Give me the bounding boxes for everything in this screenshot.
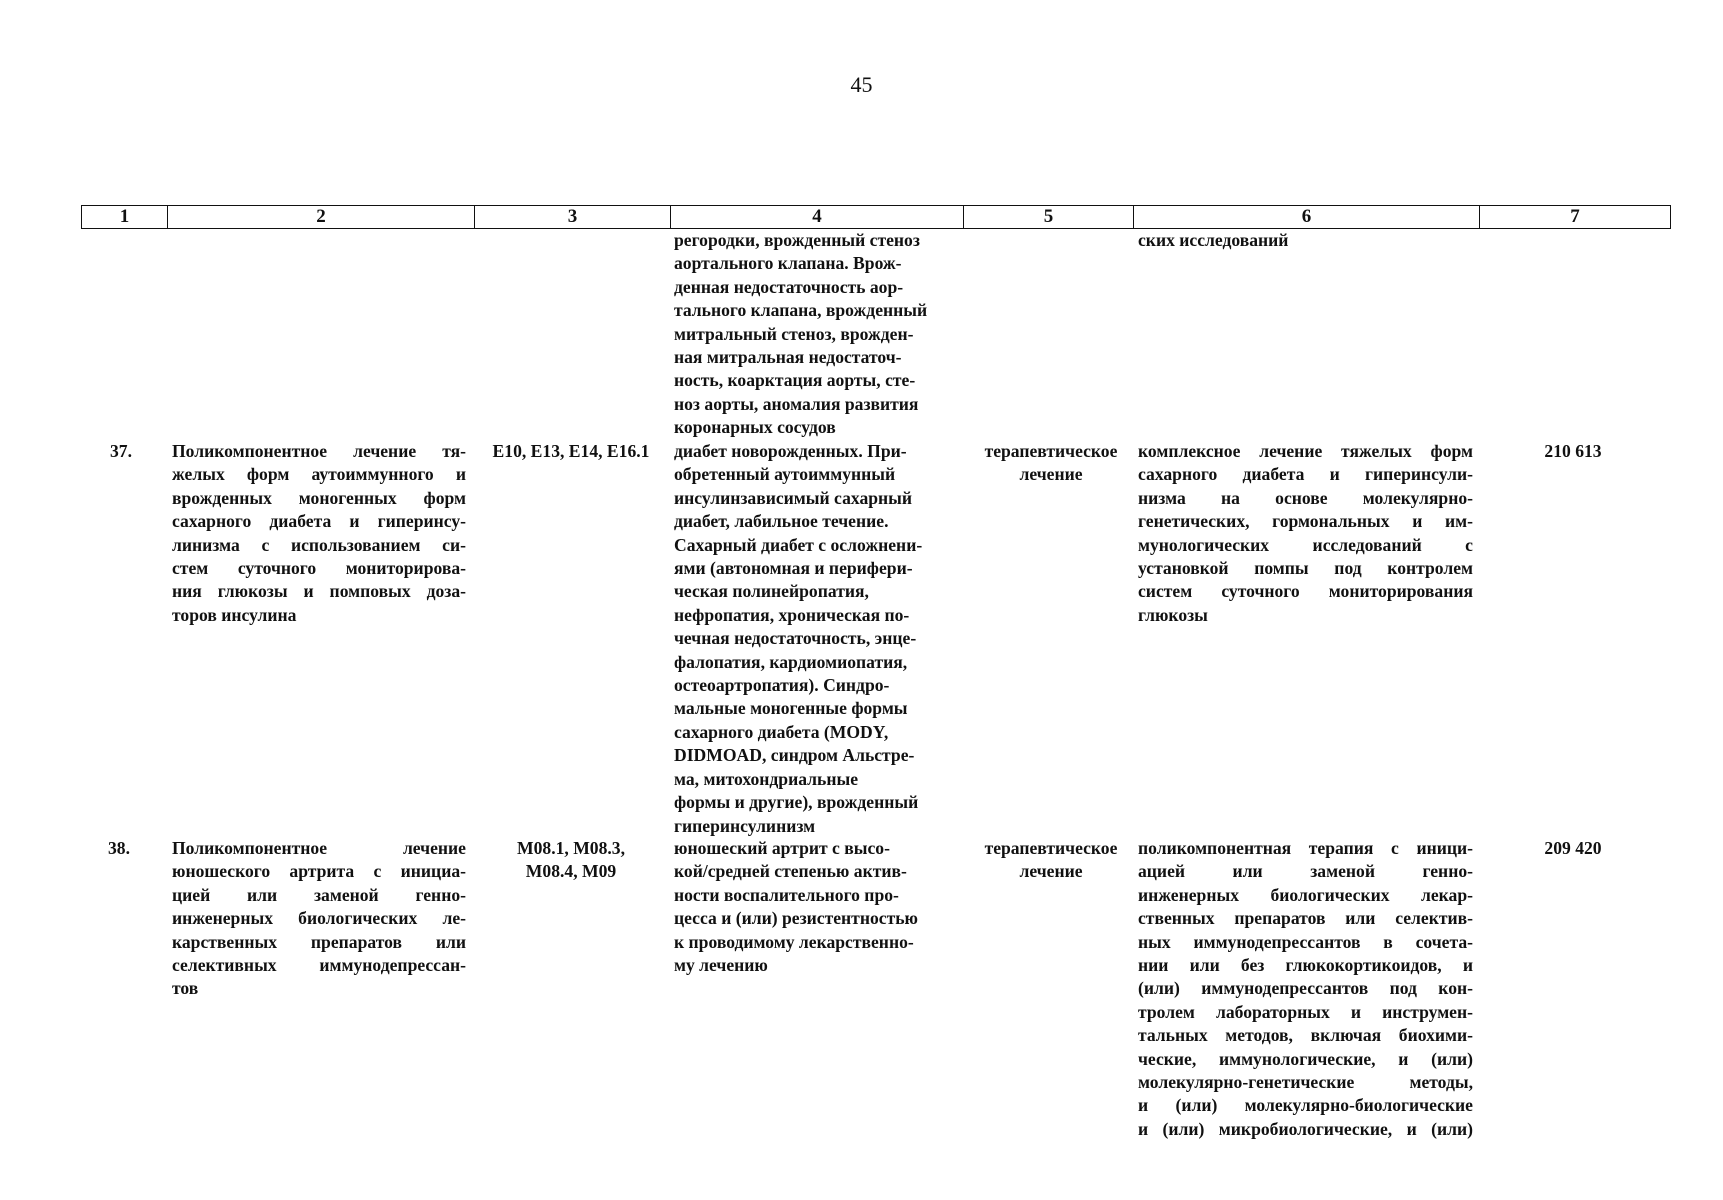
text-line: карственных препаратов или: [172, 931, 466, 952]
header-cell: 6: [1134, 206, 1480, 228]
text-line: Сахарный диабет с осложнени-: [674, 534, 923, 555]
text-line: регородки, врожденный стеноз: [674, 230, 920, 250]
text-line: фалопатия, кардиомиопатия,: [674, 651, 908, 672]
treatment-method: [1138, 837, 1473, 1141]
text-line: (или) иммунодепрессантов под кон-: [1138, 978, 1473, 999]
text-line: денная недостаточность аор-: [674, 276, 904, 297]
text-line: мальные моногенные формы: [674, 698, 908, 719]
text-line: ная митральная недостаточ-: [674, 347, 902, 368]
text-line: низма на основе молекулярно-: [1138, 487, 1473, 508]
text-line: ность, коарктация аорты, сте-: [674, 370, 916, 391]
text-line: DIDMOAD, синдром Альстре-: [674, 745, 915, 766]
text-line: E10, E13, E14, E16.1: [492, 441, 650, 461]
text-line: остеоартропатия). Синдро-: [674, 675, 890, 696]
text-line: и (или) молекулярно-биологические: [1138, 1095, 1473, 1116]
text-line: нии или без глюкокортикоидов, и: [1138, 955, 1473, 976]
text-line: ма, митохондриальные: [674, 768, 859, 789]
text-line: ацией или заменой генно-: [1138, 861, 1473, 882]
header-cell: 3: [475, 206, 671, 228]
text-line: ями (автономная и перифери-: [674, 558, 913, 579]
text-line: глюкозы: [1138, 604, 1208, 625]
text-line: врожденных моногенных форм: [172, 487, 466, 508]
text-line: к проводимому лекарственно-: [674, 931, 914, 952]
text-line: коронарных сосудов: [674, 417, 836, 438]
text-line: ния глюкозы и помповых доза-: [172, 581, 466, 602]
text-line: торов инсулина: [172, 604, 297, 625]
text-line: сахарного диабета (MODY,: [674, 721, 889, 742]
text-line: цией или заменой генно-: [172, 884, 466, 905]
text-line: инженерных биологических лекар-: [1138, 884, 1473, 905]
text-line: тального клапана, врожденный: [674, 300, 928, 321]
text-line: обретенный аутоиммунный: [674, 464, 896, 485]
text-line: мунологических исследований с: [1138, 534, 1473, 555]
text-line: M08.4, M09: [525, 861, 617, 882]
text-line: тальных методов, включая биохими-: [1138, 1025, 1473, 1046]
text-line: терапевтическое: [984, 441, 1118, 461]
text-line: терапевтическое: [984, 838, 1118, 858]
text-line: селективных иммунодепрессан-: [172, 955, 466, 976]
text-line: Поликомпонентное лечение: [172, 838, 466, 858]
text-line: генетических, гормональных и им-: [1138, 511, 1473, 532]
text-line: поликомпонентная терапия с иници-: [1138, 838, 1473, 858]
treatment-name: [172, 837, 466, 1001]
text-line: линизма с использованием си-: [172, 534, 466, 555]
text-line: стем суточного мониторирова-: [172, 558, 466, 579]
text-line: чечная недостаточность, энце-: [674, 628, 917, 649]
text-line: цесса и (или) резистентностью: [674, 908, 918, 929]
text-line: и (или) микробиологические, и (или): [1138, 1118, 1473, 1139]
text-line: диабет новорожденных. При-: [674, 441, 907, 461]
table-header-row: [81, 205, 1671, 229]
text-line: молекулярно-генетические методы,: [1138, 1072, 1473, 1093]
text-line: тов: [172, 978, 199, 999]
patient-model: [674, 837, 959, 977]
text-line: кой/средней степенью актив-: [674, 861, 907, 882]
row-number: 37.: [110, 441, 132, 461]
text-line: систем суточного мониторирования: [1138, 581, 1473, 602]
text-line: гиперинсулинизм: [674, 815, 816, 836]
text-line: желых форм аутоиммунного и: [172, 464, 466, 485]
text-line: сахарного диабета и гиперинсули-: [1138, 464, 1473, 485]
text-line: Поликомпонентное лечение тя-: [172, 441, 466, 461]
text-line: ных иммунодепрессантов в сочета-: [1138, 931, 1473, 952]
header-cell: 2: [168, 206, 475, 228]
header-cell: 1: [82, 206, 168, 228]
icd-codes: [476, 440, 666, 463]
header-cell: 7: [1570, 206, 1580, 227]
text-line: установкой помпы под контролем: [1138, 558, 1473, 579]
text-line: ноз аорты, аномалия развития: [674, 393, 919, 414]
text-line: ности воспалительного про-: [674, 884, 899, 905]
header-cell: 5: [964, 206, 1134, 228]
text-line: ских исследований: [1138, 230, 1289, 250]
text-line: нефропатия, хроническая по-: [674, 604, 910, 625]
text-line: митральный стеноз, врожден-: [674, 323, 914, 344]
text-line: лечение: [1019, 464, 1083, 485]
text-line: диабет, лабильное течение.: [674, 511, 889, 532]
row-number: 38.: [108, 838, 130, 858]
text-line: тролем лабораторных и инструмен-: [1138, 1001, 1473, 1022]
treatment-type: [966, 837, 1136, 884]
text-line: M08.1, M08.3,: [517, 838, 625, 858]
icd-codes: [476, 837, 666, 884]
text-line: ческая полинейропатия,: [674, 581, 869, 602]
treatment-method: [1138, 440, 1473, 627]
cost-value: 209 420: [1544, 838, 1602, 858]
text-line: ственных препаратов или селектив-: [1138, 908, 1473, 929]
text-line: аортального клапана. Врож-: [674, 253, 902, 274]
text-line: инсулинзависимый сахарный: [674, 487, 913, 508]
cost-value: 210 613: [1544, 441, 1602, 461]
text-line: му лечению: [674, 955, 768, 976]
text-line: юношеского артрита с инициа-: [172, 861, 466, 882]
continuation-col6: [1138, 229, 1473, 252]
text-line: лечение: [1019, 861, 1083, 882]
text-line: ческие, иммунологические, и (или): [1138, 1048, 1473, 1069]
text-line: формы и другие), врожденный: [674, 792, 919, 813]
patient-model: [674, 440, 959, 838]
text-line: сахарного диабета и гиперинсу-: [172, 511, 466, 532]
header-cell: 4: [671, 206, 964, 228]
text-line: инженерных биологических ле-: [172, 908, 466, 929]
text-line: комплексное лечение тяжелых форм: [1138, 441, 1473, 461]
treatment-type: [966, 440, 1136, 487]
page-number: 45: [850, 72, 873, 97]
continuation-col4: [674, 229, 959, 440]
treatment-name: [172, 440, 466, 627]
text-line: юношеский артрит с высо-: [674, 838, 890, 858]
